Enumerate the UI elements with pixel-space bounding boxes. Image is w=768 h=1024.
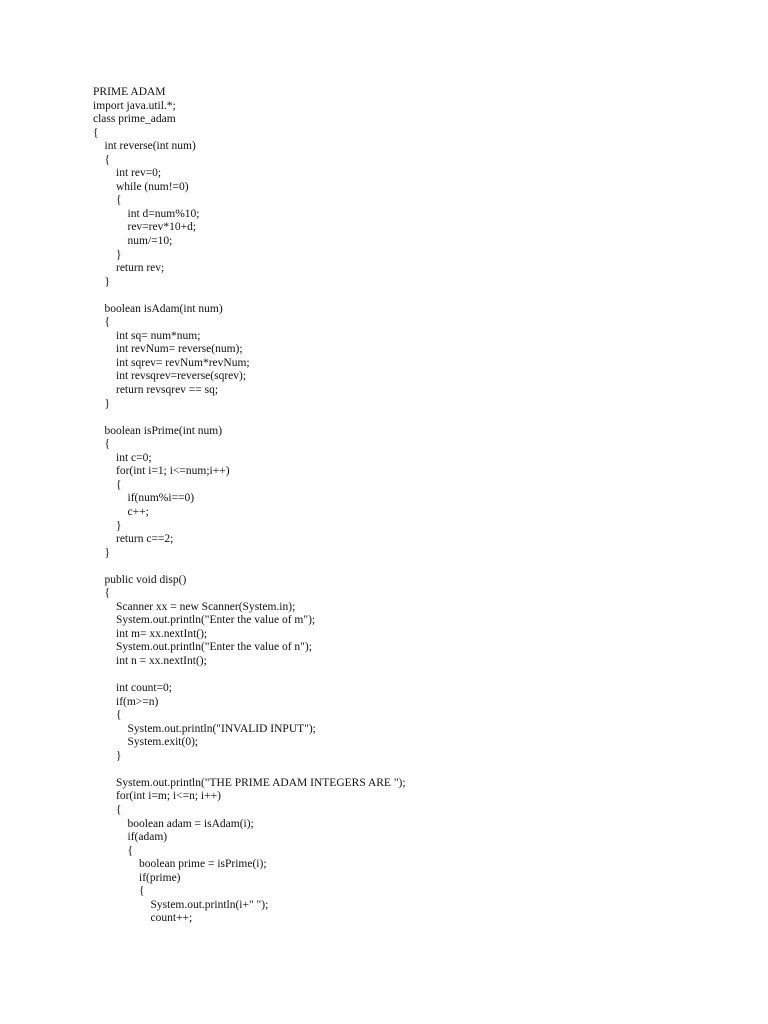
code-line: boolean isAdam(int num)	[104, 302, 223, 315]
code-line: Scanner xx = new Scanner(System.in);	[116, 600, 296, 613]
code-line: public void disp()	[104, 573, 187, 586]
code-listing	[93, 86, 733, 926]
code-line: rev=rev*10+d;	[127, 221, 197, 234]
code-line: count++;	[150, 912, 193, 925]
code-line: if(num%i==0)	[127, 492, 195, 505]
code-line: int sq= num*num;	[116, 329, 201, 342]
code-line: num/=10;	[127, 235, 173, 248]
code-line: }	[116, 519, 122, 532]
code-line: System.out.println("INVALID INPUT");	[127, 722, 316, 735]
code-line: {	[104, 153, 111, 166]
code-line: int sqrev= revNum*revNum;	[116, 356, 250, 369]
code-line: }	[104, 397, 111, 410]
code-line: {	[116, 194, 122, 207]
code-line: int rev=0;	[116, 167, 162, 180]
code-line: c++;	[127, 505, 149, 518]
code-line: {	[116, 803, 122, 816]
code-line: PRIME ADAM	[93, 86, 166, 98]
code-line: int n = xx.nextInt();	[116, 654, 207, 667]
code-line: return revsqrev == sq;	[116, 384, 219, 397]
code-line: int c=0;	[116, 451, 152, 464]
code-line: }	[116, 749, 122, 762]
code-line: for(int i=1; i<=num;i++)	[116, 465, 230, 478]
code-line: if(adam)	[127, 831, 168, 844]
code-line: return rev;	[116, 262, 165, 275]
code-line: {	[116, 709, 122, 722]
blank-line	[93, 560, 733, 574]
blank-line	[93, 411, 733, 425]
code-line: import java.util.*;	[93, 99, 176, 112]
code-line: if(m>=n)	[116, 695, 159, 708]
code-line: System.out.println("Enter the value of m");	[116, 614, 316, 627]
code-line: while (num!=0)	[116, 180, 189, 193]
code-line: System.out.println("THE PRIME ADAM INTEGERS ARE ");	[116, 776, 406, 789]
code-line: }	[104, 546, 111, 559]
blank-line	[93, 669, 733, 683]
code-line: {	[127, 844, 134, 857]
code-line: for(int i=m; i<=n; i++)	[116, 790, 221, 803]
code-line: int reverse(int num)	[104, 140, 196, 153]
code-line: }	[104, 275, 111, 288]
code-line: {	[104, 587, 111, 600]
code-line: {	[93, 126, 99, 139]
code-line: if(prime)	[139, 871, 181, 884]
code-line: return c==2;	[116, 533, 174, 546]
blank-line	[93, 763, 733, 777]
code-line: int m= xx.nextInt();	[116, 627, 208, 640]
code-line: System.out.println("Enter the value of n");	[116, 641, 312, 654]
code-line: System.out.println(i+" ");	[150, 898, 269, 911]
code-line: {	[104, 438, 111, 451]
code-line: boolean adam = isAdam(i);	[127, 817, 254, 830]
code-line: {	[139, 885, 145, 898]
code-line: boolean isPrime(int num)	[104, 424, 223, 437]
code-line: class prime_adam	[93, 113, 176, 126]
blank-line	[93, 289, 733, 303]
code-line: }	[116, 248, 122, 261]
code-line: int revNum= reverse(num);	[116, 343, 243, 356]
code-line: {	[104, 316, 111, 329]
code-line: boolean prime = isPrime(i);	[139, 858, 267, 871]
code-line: int d=num%10;	[127, 207, 200, 220]
code-line: int revsqrev=reverse(sqrev);	[116, 370, 247, 383]
code-line: int count=0;	[116, 682, 172, 695]
code-line: System.exit(0);	[127, 736, 199, 749]
code-line: {	[116, 478, 122, 491]
